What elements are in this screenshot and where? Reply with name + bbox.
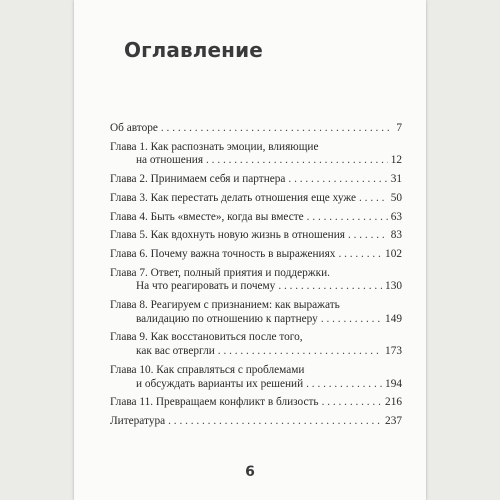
dot-leader xyxy=(161,122,393,136)
dot-leader xyxy=(359,192,388,206)
toc-entry-chapter-4 xyxy=(110,211,402,225)
dot-leader xyxy=(338,248,382,262)
toc-page-number: 102 xyxy=(385,247,402,260)
toc-line xyxy=(110,248,402,262)
toc-entry-chapter-8 xyxy=(110,299,402,326)
toc-line xyxy=(110,313,402,327)
dot-leader xyxy=(306,378,382,392)
toc-line xyxy=(110,192,402,206)
dot-leader xyxy=(348,229,388,243)
toc-entry-chapter-5 xyxy=(110,229,402,243)
toc-page-number: 12 xyxy=(390,154,402,167)
toc-page-number: 194 xyxy=(385,377,402,390)
toc-page-number: 237 xyxy=(385,414,402,427)
toc-entry-title: Глава 8. Реагируем с признанием: как выражать xyxy=(110,299,340,312)
toc-line xyxy=(110,154,402,168)
dot-leader xyxy=(278,280,382,294)
toc-page-number: 31 xyxy=(390,173,402,186)
toc-line xyxy=(110,396,402,410)
toc-entry-chapter-7 xyxy=(110,267,402,294)
toc-entry-chapter-3 xyxy=(110,192,402,206)
page-title: Оглавление xyxy=(124,38,263,62)
page-number: 6 xyxy=(245,464,255,480)
toc-line xyxy=(110,299,402,313)
toc-page-number: 149 xyxy=(385,312,402,325)
toc-line xyxy=(110,331,402,345)
toc-entry-title: Глава 3. Как перестать делать отношения еще хуже xyxy=(110,191,357,204)
toc-entry-title-continued: На что реагировать и почему xyxy=(136,280,276,293)
dot-leader xyxy=(218,345,382,359)
toc-entry-title-continued: как вас отвергли xyxy=(136,345,215,358)
toc-line xyxy=(110,415,402,429)
toc-entry-title: Глава 1. Как распознать эмоции, влияющие xyxy=(110,140,319,153)
toc-page-number: 7 xyxy=(396,122,402,134)
toc-entry-chapter-1 xyxy=(110,141,402,168)
toc-entry-title: Глава 7. Ответ, полный приятия и поддержки. xyxy=(110,266,330,279)
dot-leader xyxy=(168,415,382,429)
toc-line xyxy=(110,229,402,243)
toc-line xyxy=(110,280,402,294)
toc-line xyxy=(110,378,402,392)
book-page xyxy=(74,0,426,500)
toc-entry-chapter-6 xyxy=(110,248,402,262)
table-of-contents xyxy=(110,122,402,434)
toc-entry-about-author xyxy=(110,122,402,136)
toc-page-number: 216 xyxy=(385,396,402,409)
toc-line xyxy=(110,211,402,225)
toc-entry-chapter-2 xyxy=(110,173,402,187)
toc-page-number: 50 xyxy=(390,191,402,204)
toc-entry-chapter-11 xyxy=(110,396,402,410)
toc-entry-title-continued: валидацию по отношению к партнеру xyxy=(136,312,318,325)
toc-line xyxy=(110,345,402,359)
toc-entry-title: Литература xyxy=(110,414,166,427)
toc-entry-title: Глава 10. Как справляться с проблемами xyxy=(110,363,305,376)
toc-line xyxy=(110,173,402,187)
toc-line xyxy=(110,141,402,155)
dot-leader xyxy=(288,173,387,187)
toc-entry-chapter-10 xyxy=(110,364,402,391)
dot-leader xyxy=(321,313,382,327)
toc-entry-title: Глава 9. Как восстановиться после того, xyxy=(110,331,303,344)
toc-line xyxy=(110,267,402,281)
toc-entry-title-continued: и обсуждать варианты их решений xyxy=(136,377,304,390)
toc-entry-chapter-9 xyxy=(110,331,402,358)
toc-entry-title: Глава 2. Принимаем себя и партнера xyxy=(110,173,286,186)
dot-leader xyxy=(322,396,382,410)
toc-page-number: 63 xyxy=(390,210,402,223)
toc-entry-title: Глава 4. Быть «вместе», когда вы вместе xyxy=(110,210,304,223)
dot-leader xyxy=(206,154,388,168)
toc-entry-title: Глава 6. Почему важна точность в выражениях xyxy=(110,247,336,260)
toc-entry-title: Глава 5. Как вдохнуть новую жизнь в отношения xyxy=(110,229,345,242)
toc-page-number: 173 xyxy=(385,345,402,358)
toc-line xyxy=(110,364,402,378)
dot-leader xyxy=(307,211,388,225)
toc-entry-literature xyxy=(110,415,402,429)
toc-page-number: 83 xyxy=(390,229,402,242)
toc-entry-title: Глава 11. Превращаем конфликт в близость xyxy=(110,396,319,409)
toc-entry-title-continued: на отношения xyxy=(136,154,204,167)
toc-page-number: 130 xyxy=(385,280,402,293)
toc-line xyxy=(110,122,402,136)
toc-entry-title: Об авторе xyxy=(110,122,158,134)
